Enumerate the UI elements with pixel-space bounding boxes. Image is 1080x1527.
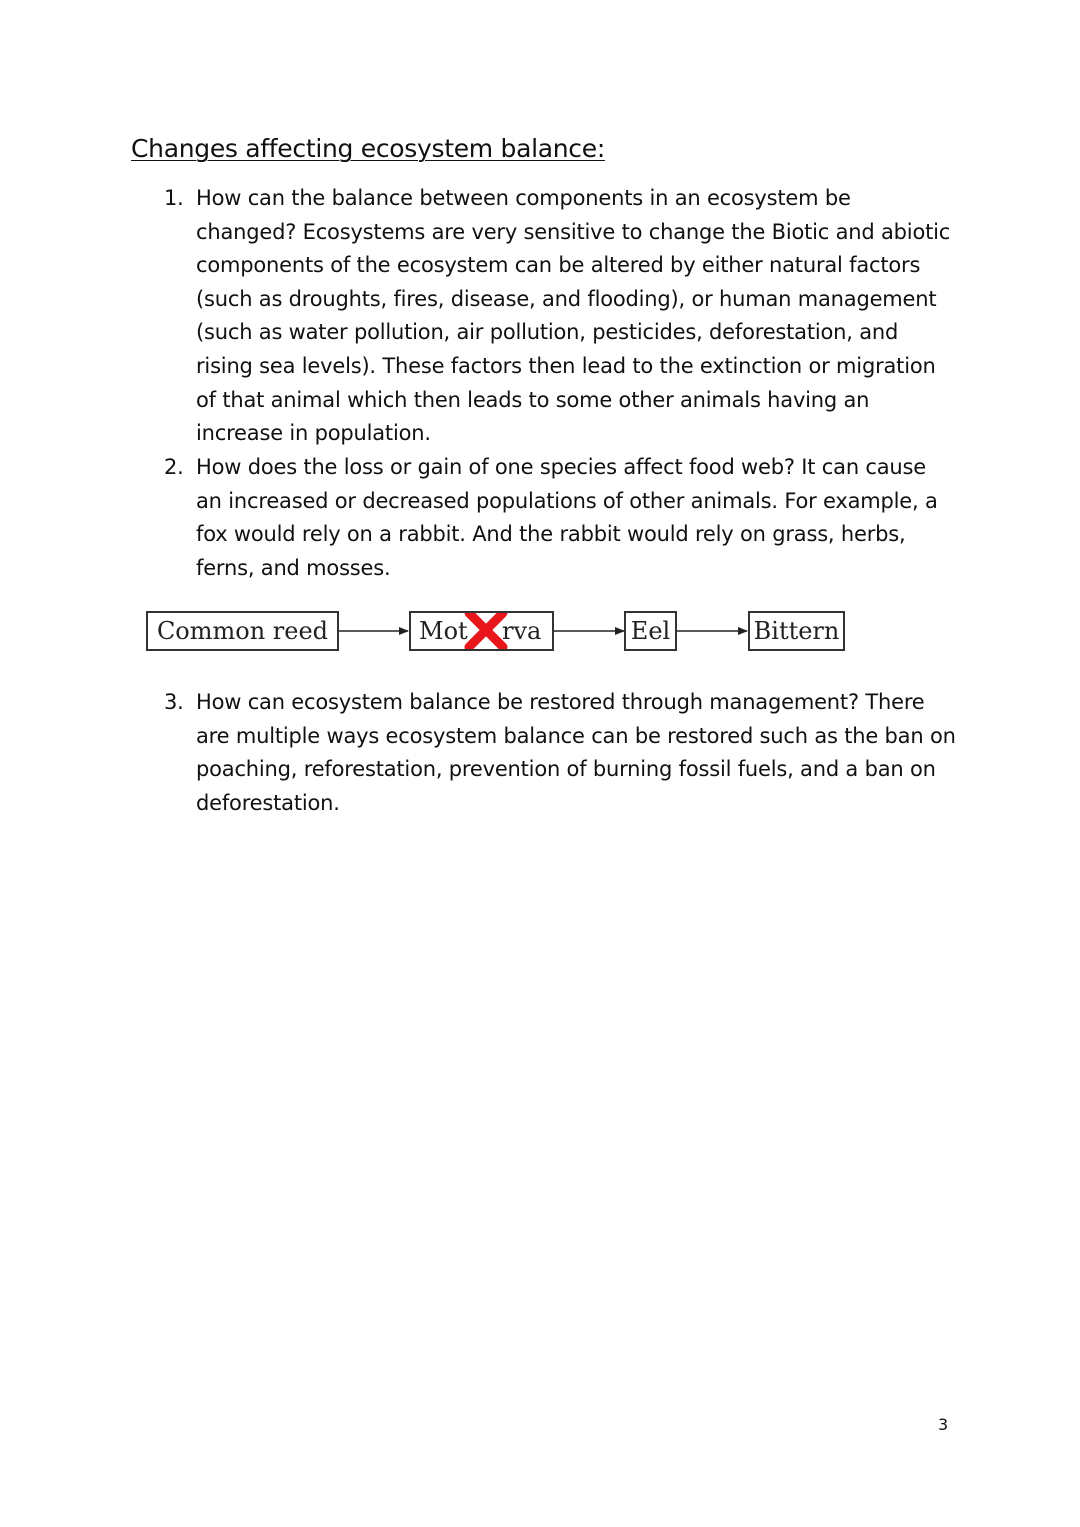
text-line: deforestation.	[196, 790, 340, 815]
question-number: 2.	[164, 455, 184, 479]
node-label-fragment: rva	[502, 617, 542, 645]
text-line: How can the balance between components in an ecosystem be	[196, 186, 851, 210]
text-line: changed? Ecosystems are very sensitive to change the Biotic and abiotic	[196, 219, 951, 244]
question-number: 3.	[164, 690, 184, 714]
question-2	[164, 451, 964, 585]
text-line: How can ecosystem balance be restored through management? There	[196, 690, 925, 714]
question-1	[164, 182, 964, 451]
page-heading: Changes affecting ecosystem balance:	[131, 134, 605, 163]
text-line: are multiple ways ecosystem balance can be restored such as the ban on	[196, 723, 956, 748]
text-line: poaching, reforestation, prevention of burning fossil fuels, and a ban on	[196, 757, 936, 782]
text-line: components of the ecosystem can be altered by either natural factors	[196, 253, 921, 278]
text-line: increase in population.	[196, 421, 431, 446]
question-text	[196, 182, 964, 451]
node-label-fragment: Mot	[419, 617, 468, 645]
question-number: 1.	[164, 186, 184, 210]
node-eel: Eel	[624, 611, 677, 651]
question-text	[196, 686, 964, 820]
node-bittern: Bittern	[748, 611, 845, 651]
text-line: How does the loss or gain of one species affect food web? It can cause	[196, 455, 926, 479]
text-line: of that animal which then leads to some other animals having an	[196, 387, 870, 412]
food-chain-diagram	[0, 600, 1080, 670]
node-removed-species	[409, 611, 554, 651]
text-line: ferns, and mosses.	[196, 555, 391, 580]
text-line: rising sea levels). These factors then lead to the extinction or migration	[196, 353, 936, 378]
removed-x-icon	[409, 611, 554, 651]
text-line: fox would rely on a rabbit. And the rabbit would rely on grass, herbs,	[196, 522, 906, 547]
page-number: 3	[938, 1415, 949, 1434]
text-line: (such as droughts, fires, disease, and flooding), or human management	[196, 286, 937, 311]
text-line: an increased or decreased populations of other animals. For example, a	[196, 488, 938, 513]
node-common-reed: Common reed	[146, 611, 339, 651]
question-text	[196, 451, 964, 585]
question-3	[164, 686, 964, 820]
text-line: (such as water pollution, air pollution, pesticides, deforestation, and	[196, 320, 899, 345]
